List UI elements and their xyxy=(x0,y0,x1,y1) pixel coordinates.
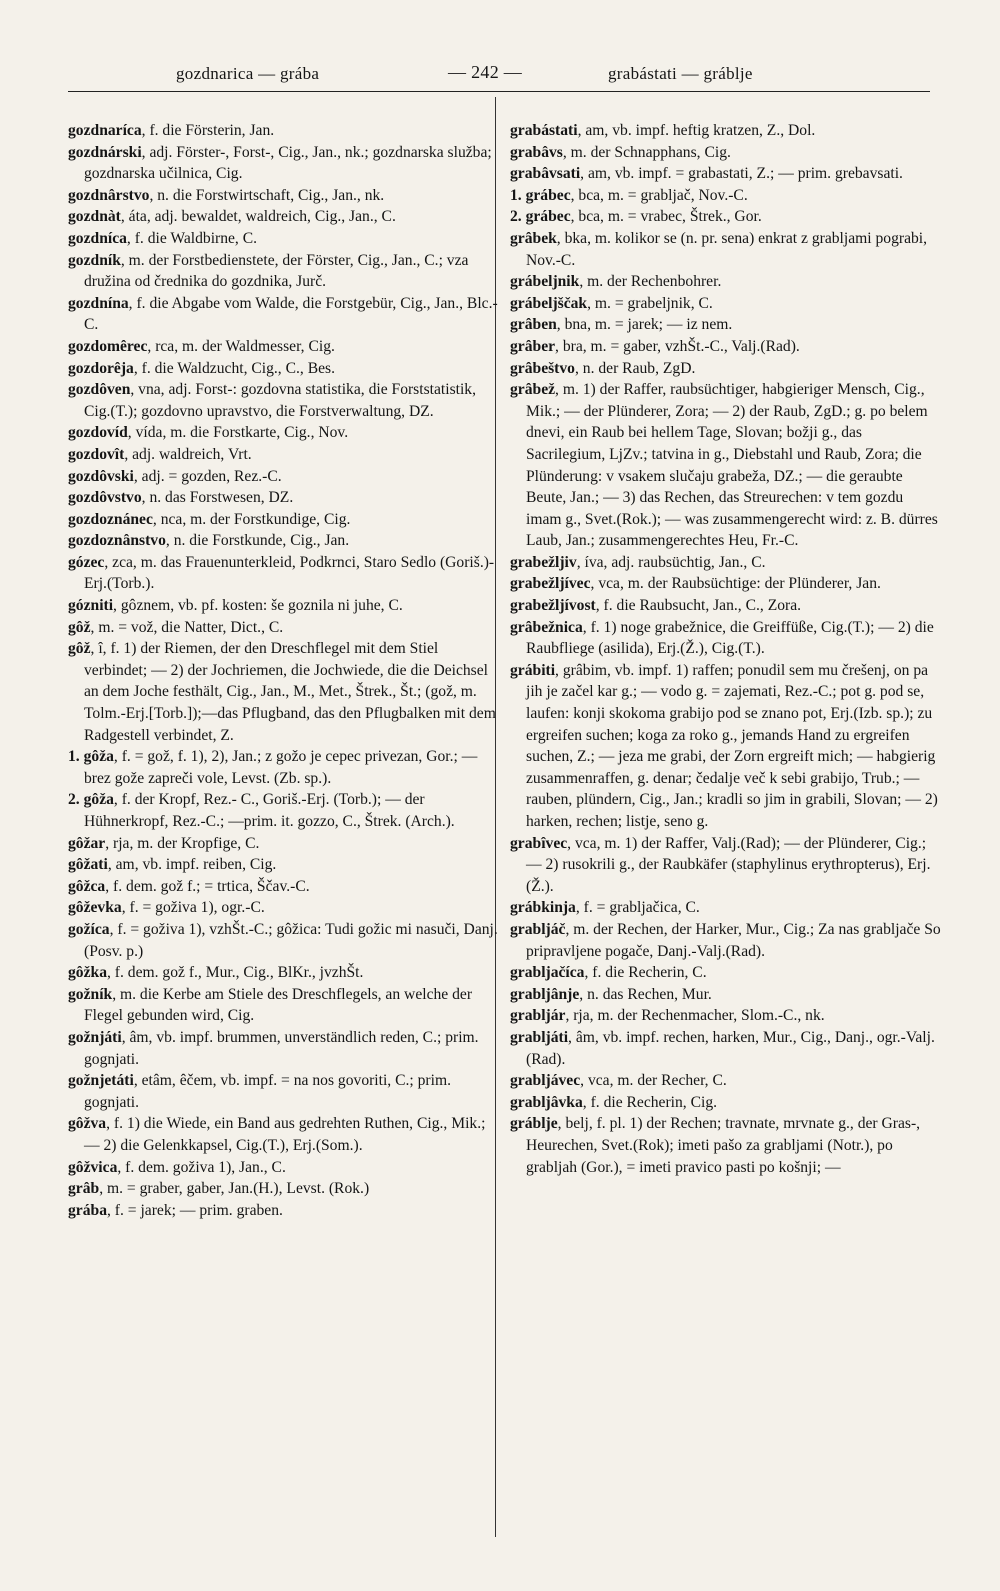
dictionary-entry: gôžvica, f. dem. goživa 1), Jan., C. xyxy=(68,1158,286,1176)
dictionary-entry: gožník, m. die Kerbe am Stiele des Dreschflegels, an welche der Flegel gebunden wird, Cig. xyxy=(68,985,473,1025)
dictionary-entry: gozdnaríca, f. die Försterin, Jan. xyxy=(68,122,275,139)
page-number: — 242 — xyxy=(448,62,523,82)
dictionary-entry: gozdôvstvo, n. das Forstwesen, DZ. xyxy=(68,489,294,507)
dictionary-entry: gôževka, f. = goživa 1), ogr.-C. xyxy=(68,899,265,917)
dictionary-entry: grâbežnica, f. 1) noge grabežnice, die Greiffüße, Cig.(T.); — 2) die Raubfliege (asilida), Erj.(Ž.), Cig.(T.). xyxy=(510,618,934,658)
dictionary-entry: gožnjetáti, etâm, êčem, vb. impf. = na nos govoriti, C.; prim. gognjati. xyxy=(68,1072,451,1111)
dictionary-entry: gožíca, f. = goživa 1), vzhŠt.-C.; gôžica: Tudi gožic mi nasuči, Danj. (Posv. p.) xyxy=(68,920,498,960)
dictionary-entry: grâber, bra, m. = gaber, vzhŠt.-C., Valj.(Rad). xyxy=(510,337,800,355)
dictionary-entry: gozdnàt, áta, adj. bewaldet, waldreich, Cig., Jan., C. xyxy=(68,208,396,226)
dictionary-entry: gôžka, f. dem. gož f., Mur., Cig., BlKr., jvzhŠt. xyxy=(68,964,364,982)
right-column xyxy=(510,120,942,1178)
dictionary-entry: grábiti, grâbim, vb. impf. 1) raffen; ponudil sem mu črešenj, on pa jih je začel kar g.; — vodo g. = zajemati, Rez.-C.; pot g. pod se, laufen: konji skokoma grabijo pod se znano pot, Erj.(Izb. sp.); zu ergreifen suchen; koga za roko g., jemands Hand zu ergreifen suchen, Z.; — jeza me grabi, der Zorn ergreift mich; — habgierig zusammenraffen, g. denar; čedalje več k sebi grabijo, Trub.; — rauben, plündern, Cig., Jan.; kradli so jim in grabili, Slovan; — 2) harken, rechen; listje, seno g. xyxy=(510,661,938,830)
dictionary-entry: gozdovît, adj. waldreich, Vrt. xyxy=(68,445,252,463)
dictionary-entry: grábkinja, f. = grabljačica, C. xyxy=(510,899,700,917)
dictionary-entry: gozdôven, vna, adj. Forst-: gozdovna statistika, die Forststatistik, Cig.(T.); gozdovno upravstvo, die Forstverwaltung, DZ. xyxy=(68,381,477,420)
dictionary-entry: grabâvsati, am, vb. impf. = grabastati, Z.; — prim. grebavsati. xyxy=(510,165,903,183)
dictionary-entry: gôžca, f. dem. gož f.; = trtica, Ščav.-C. xyxy=(68,877,310,895)
dictionary-entry: grabâvs, m. der Schnapphans, Cig. xyxy=(510,143,731,161)
dictionary-entry: gózniti, gôznem, vb. pf. kosten: še goznila ni juhe, C. xyxy=(68,597,403,615)
dictionary-entry: gôžva, f. 1) die Wiede, ein Band aus gedrehten Ruthen, Cig., Mik.; — 2) die Gelenkkapsel, Cig.(T.), Erj.(Som.). xyxy=(68,1115,486,1154)
dictionary-entry: 2. gôža, f. der Kropf, Rez.- C., Goriš.-Erj. (Torb.); — der Hühnerkropf, Rez.-C.; —prim. it. gozzo, C., Štrek. (Arch.). xyxy=(68,791,455,830)
dictionary-entry: gozdnína, f. die Abgabe vom Walde, die Forstgebür, Cig., Jan., Blc.-C. xyxy=(68,294,498,334)
dictionary-entry: grabîvec, vca, m. 1) der Raffer, Valj.(Rad); — der Plünderer, Cig.; — 2) rusokrili g., der Raubkäfer (staphylinus erythropterus), Erj.(Ž.). xyxy=(510,834,931,895)
dictionary-entry: gozdoznánec, nca, m. der Forstkundige, Cig. xyxy=(68,510,351,528)
header-rule xyxy=(68,91,930,92)
dictionary-entry: 1. grábec, bca, m. = grabljač, Nov.-C. xyxy=(510,186,748,204)
dictionary-entry: grabljár, rja, m. der Rechenmacher, Slom.-C., nk. xyxy=(510,1007,825,1025)
dictionary-entry: gôžar, rja, m. der Kropfige, C. xyxy=(68,834,260,852)
dictionary-entry: grabljáč, m. der Rechen, der Harker, Mur., Cig.; Za nas grabljače So pripravljene pogače, Danj.-Valj.(Rad). xyxy=(510,920,941,960)
running-head xyxy=(68,58,928,92)
dictionary-entry: gozdôvski, adj. = gozden, Rez.-C. xyxy=(68,467,282,485)
dictionary-entry: grabljačíca, f. die Recherin, C. xyxy=(510,964,707,982)
dictionary-entry: gozdníca, f. die Waldbirne, C. xyxy=(68,229,258,247)
dictionary-entry: 1. gôža, f. = gož, f. 1), 2), Jan.; z gožo je cepec privezan, Gor.; — brez gože zapreči vole, Levst. (Zb. sp.). xyxy=(68,748,478,787)
dictionary-entry: grába, f. = jarek; — prim. graben. xyxy=(68,1201,283,1219)
dictionary-entry: grâbež, m. 1) der Raffer, raubsüchtiger, habgieriger Mensch, Cig., Mik.; — der Plünderer, Zora; — 2) der Raub, ZgD.; g. po belem dnevi, ein Raub bei hellem Tage, Slovan; božji g., das Sacrilegium, LjZv.; tatvina in g., Diebstahl und Raub, Zora; die Plünderung: v vsakem slučaju grabeža, DZ.; — die geraubte Beute, Jan.; — 3) das Rechen, das Streurechen: v tem gozdu imam g., Svet.(Rok.); — was zusammengerecht wird: z. B. dürres Laub, Jan.; zusammengerechtes Heu, Fr.-C. xyxy=(510,381,938,550)
dictionary-entry: grâben, bna, m. = jarek; — iz nem. xyxy=(510,316,733,334)
dictionary-entry: gožnjáti, âm, vb. impf. brummen, unverständlich reden, C.; prim. gognjati. xyxy=(68,1028,479,1068)
dictionary-entry: gozdnârstvo, n. die Forstwirtschaft, Cig., Jan., nk. xyxy=(68,186,385,204)
dictionary-entry: gozdorêja, f. die Waldzucht, Cig., C., Bes. xyxy=(68,359,335,377)
dictionary-entry: gozdomêrec, rca, m. der Waldmesser, Cig. xyxy=(68,337,335,355)
dictionary-entry: grabljâvka, f. die Recherin, Cig. xyxy=(510,1093,718,1111)
dictionary-entry: gôž, î, f. 1) der Riemen, der den Dreschflegel mit dem Stiel verbindet; — 2) der Jochriemen, die Jochwiede, die die Deichsel an dem Joche festhält, Cig., Jan., M., Met., Štrek., Št.; (gož, m. Tolm.-Erj.[Torb.]);—das Pflugband, das den Pflugbalken mit dem Radgestell verbindet, Z. xyxy=(68,640,496,744)
dictionary-entry: gôžati, am, vb. impf. reiben, Cig. xyxy=(68,856,277,874)
dictionary-entry: grabežljívost, f. die Raubsucht, Jan., C., Zora. xyxy=(510,597,802,615)
dictionary-entry: grabljânje, n. das Rechen, Mur. xyxy=(510,985,712,1003)
dictionary-entry: grábeljščak, m. = grabeljnik, C. xyxy=(510,294,713,312)
dictionary-entry: gózec, zca, m. das Frauenunterkleid, Podkrnci, Staro Sedlo (Goriš.)-Erj.(Torb.). xyxy=(68,553,495,593)
dictionary-entry: grabljávec, vca, m. der Recher, C. xyxy=(510,1072,727,1090)
dictionary-entry: grâbeštvo, n. der Raub, ZgD. xyxy=(510,359,696,377)
dictionary-entry: gozdník, m. der Forstbedienstete, der Förster, Cig., Jan., C.; vza družina od črednika do gozdnika, Jurč. xyxy=(68,251,469,291)
dictionary-entry: gozdoznânstvo, n. die Forstkunde, Cig., Jan. xyxy=(68,532,350,550)
dictionary-entry: gráblje, belj, f. pl. 1) der Rechen; travnate, mrvnate g., der Gras-, Heurechen, Svet.(Rok); imeti pašo za grabljami (Notr.), po grabljah (Gor.), = imeti pravico pasti po košnji; — xyxy=(510,1115,921,1176)
header-right-guideword: grabástati — gráblje xyxy=(608,64,753,83)
dictionary-entry: grabežljívec, vca, m. der Raubsüchtige: der Plünderer, Jan. xyxy=(510,575,881,593)
dictionary-entry: grabljáti, âm, vb. impf. rechen, harken, Mur., Cig., Danj., ogr.-Valj.(Rad). xyxy=(510,1028,935,1068)
dictionary-entry: gôž, m. = vož, die Natter, Dict., C. xyxy=(68,618,284,636)
dictionary-entry: grâbek, bka, m. kolikor se (n. pr. sena) enkrat z grabljami pograbi, Nov.-C. xyxy=(510,229,928,269)
dictionary-entry: 2. grábec, bca, m. = vrabec, Štrek., Gor. xyxy=(510,208,762,226)
dictionary-entry: grabástati, am, vb. impf. heftig kratzen, Z., Dol. xyxy=(510,122,816,139)
left-column xyxy=(68,120,500,1221)
dictionary-entry: grabežljiv, íva, adj. raubsüchtig, Jan., C. xyxy=(510,553,766,571)
dictionary-entry: grâb, m. = graber, gaber, Jan.(H.), Levst. (Rok.) xyxy=(68,1180,370,1198)
dictionary-entry: gozdnárski, adj. Förster-, Forst-, Cig., Jan., nk.; gozdnarska služba; gozdnarska učilnica, Cig. xyxy=(68,143,492,183)
header-left-guideword: gozdnarica — grába xyxy=(176,64,320,83)
dictionary-entry: gozdovíd, vída, m. die Forstkarte, Cig., Nov. xyxy=(68,424,349,442)
dictionary-entry: grábeljnik, m. der Rechenbohrer. xyxy=(510,273,722,291)
